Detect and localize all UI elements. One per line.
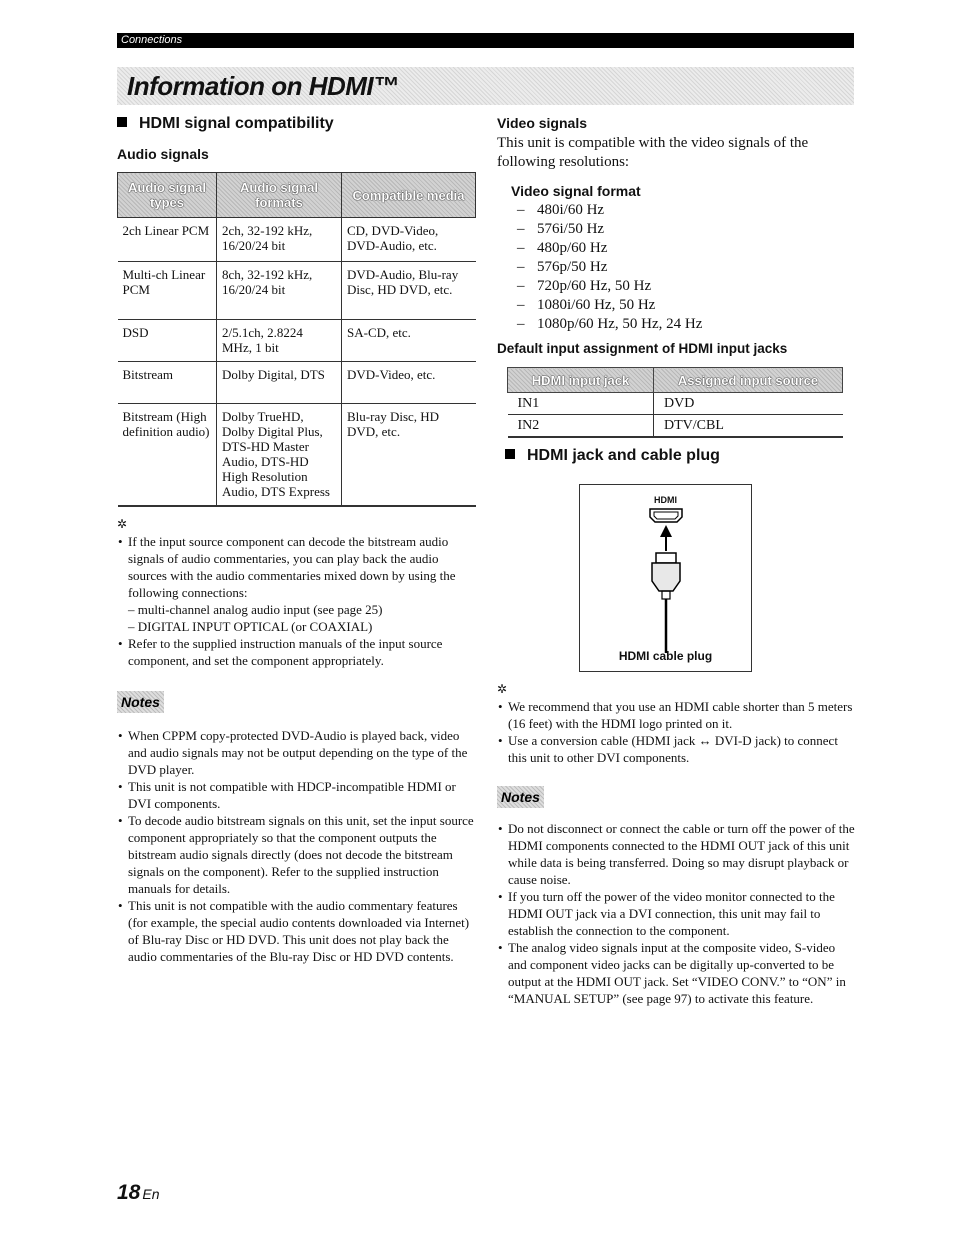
tip-icon: ✲	[117, 517, 128, 531]
table-cell: Bitstream (High definition audio)	[118, 404, 217, 507]
table-header: Assigned input source	[654, 368, 843, 393]
table-header: Compatible media	[342, 173, 476, 218]
table-cell: CD, DVD-Video, DVD-Audio, etc.	[342, 218, 476, 262]
hdmi-cable-plug-caption: HDMI cable plug	[618, 649, 713, 663]
audio-signal-table	[117, 172, 476, 507]
hdmi-assignment-table	[507, 367, 843, 438]
notes-label: Notes	[117, 691, 164, 713]
table-cell: DVD-Audio, Blu-ray Disc, HD DVD, etc.	[342, 262, 476, 320]
table-cell: Dolby Digital, DTS	[217, 362, 342, 404]
video-intro: This unit is compatible with the video signals of the following resolutions:	[497, 135, 809, 170]
tips-list	[117, 635, 477, 669]
list-item: – 720p/60 Hz, 50 Hz	[517, 277, 857, 296]
list-item: • This unit is not compatible with the audio commentary features (for example, the special audio contents downloaded via Internet) of Blu-ray Disc or HD DVD. This unit does not play back the audio commentaries of the Blu-ray Disc or HD DVD contents.	[117, 897, 477, 965]
table-cell: 2ch Linear PCM	[118, 218, 217, 262]
video-format-heading: Video signal format	[511, 183, 641, 199]
list-item: • We recommend that you use an HDMI cable shorter than 5 meters (16 feet) with the HDMI logo printed on it.	[497, 698, 857, 732]
square-bullet-icon	[505, 449, 515, 459]
square-bullet-icon	[117, 117, 127, 127]
tips-list	[117, 533, 477, 601]
list-item: – 480p/60 Hz	[517, 239, 857, 258]
right-column	[497, 114, 857, 1006]
table-cell: 8ch, 32-192 kHz, 16/20/24 bit	[217, 262, 342, 320]
tips-list	[497, 698, 857, 766]
hdmi-plug-icon	[580, 507, 751, 657]
table-cell: Blu-ray Disc, HD DVD, etc.	[342, 404, 476, 507]
table-row	[508, 415, 843, 438]
list-item: • If the input source component can decode the bitstream audio signals of audio commentaries, you can play back the audio sources with the audio commentaries mixed down by using the following connections:	[117, 533, 477, 601]
table-cell: SA-CD, etc.	[342, 320, 476, 362]
table-cell: Multi-ch Linear PCM	[118, 262, 217, 320]
hdmi-jack-label: HDMI	[654, 495, 677, 505]
table-cell: IN1	[508, 393, 654, 415]
list-item: – 576p/50 Hz	[517, 258, 857, 277]
notes-list	[117, 727, 477, 965]
section-label: Connections	[121, 34, 183, 46]
list-item: • If you turn off the power of the video monitor connected to the HDMI OUT jack via a DVI connection, this unit may fail to establish the connection to the component.	[497, 888, 857, 939]
section-header-bar	[117, 33, 854, 48]
list-item: • Do not disconnect or connect the cable or turn off the power of the HDMI components connected to the HDMI OUT jack of this unit while data is being transferred. Doing so may disrupt playback or cause noise.	[497, 820, 857, 888]
audio-signals-heading: Audio signals	[117, 146, 209, 162]
list-item: – 1080p/60 Hz, 50 Hz, 24 Hz	[517, 315, 857, 334]
tip-icon: ✲	[497, 682, 508, 696]
table-cell: Dolby TrueHD, Dolby Digital Plus, DTS-HD Master Audio, DTS-HD High Resolution Audio, DTS Express	[217, 404, 342, 507]
list-item: • When CPPM copy-protected DVD-Audio is played back, video and audio signals may not be output depending on the type of the DVD player.	[117, 727, 477, 778]
table-cell: DVD-Video, etc.	[342, 362, 476, 404]
list-item: • Use a conversion cable (HDMI jack ↔ DVI-D jack) to connect this unit to other DVI components.	[497, 732, 857, 766]
table-header: Audio signal types	[118, 173, 217, 218]
table-row	[118, 320, 476, 362]
list-item: – 1080i/60 Hz, 50 Hz	[517, 296, 857, 315]
table-row	[118, 404, 476, 507]
table-row	[118, 362, 476, 404]
notes-label: Notes	[497, 786, 544, 808]
table-cell: IN2	[508, 415, 654, 438]
notes-list	[497, 820, 857, 1007]
table-cell: DVD	[654, 393, 843, 415]
input-assignment-heading: Default input assignment of HDMI input jacks	[497, 341, 788, 356]
hdmi-compatibility-heading: HDMI signal compatibility	[117, 114, 477, 134]
page-number: 18 En	[117, 1181, 160, 1204]
list-item: • Refer to the supplied instruction manuals of the input source component, and set the component appropriately.	[117, 635, 477, 669]
video-format-list	[497, 201, 857, 334]
list-item: • The analog video signals input at the composite video, S-video and component video jacks can be digitally up-converted to be output at the HDMI OUT jack. Set “VIDEO CONV.” to “ON” in “MANUAL SETUP” (see page 97) to activate this feature.	[497, 939, 857, 1007]
list-item: • This unit is not compatible with HDCP-incompatible HDMI or DVI components.	[117, 778, 477, 812]
table-row	[118, 262, 476, 320]
table-cell: 2/5.1ch, 2.8224 MHz, 1 bit	[217, 320, 342, 362]
table-cell: DSD	[118, 320, 217, 362]
page-title: Information on HDMI™	[127, 71, 399, 101]
title-band	[117, 67, 854, 105]
hdmi-plug-diagram	[579, 484, 752, 672]
tip-subline: – DIGITAL INPUT OPTICAL (or COAXIAL)	[128, 619, 373, 634]
table-cell: DTV/CBL	[654, 415, 843, 438]
list-item: – 576i/50 Hz	[517, 220, 857, 239]
tip-subline: – multi-channel analog audio input (see page 25)	[128, 602, 383, 617]
list-item: • To decode audio bitstream signals on this unit, set the input source component appropriately so that the component outputs the bitstream audio signals directly (does not decode the bitstream signals on the component). Refer to the supplied instruction manuals for details.	[117, 812, 477, 897]
table-cell: Bitstream	[118, 362, 217, 404]
left-column	[117, 114, 477, 965]
table-row	[118, 218, 476, 262]
table-header: Audio signal formats	[217, 173, 342, 218]
table-row	[508, 393, 843, 415]
jack-plug-heading: HDMI jack and cable plug	[505, 446, 857, 466]
table-cell: 2ch, 32-192 kHz, 16/20/24 bit	[217, 218, 342, 262]
table-header: HDMI input jack	[508, 368, 654, 393]
video-signals-heading: Video signals	[497, 115, 587, 131]
list-item: – 480i/60 Hz	[517, 201, 857, 220]
